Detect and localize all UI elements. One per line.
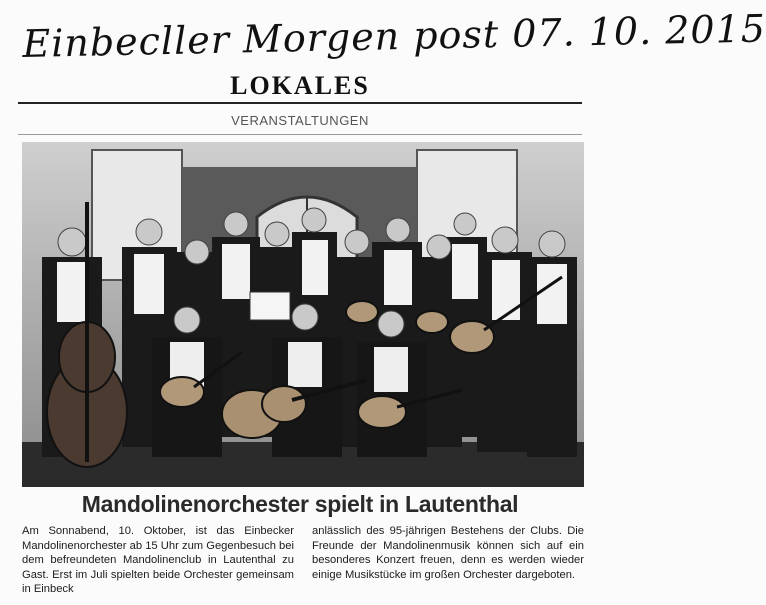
divider xyxy=(18,102,582,104)
photo-illustration xyxy=(22,142,584,487)
article-paragraph: Am Sonnabend, 10. Oktober, ist das Einbecker Mandolinenorchester ab 15 Uhr zum Gegenbesuch bei dem befreundeten Mandolinenclub in Lautenthal zu Gast. Erst im Juli spielten beide Orchester gemeinsam in Einbeck xyxy=(22,525,294,595)
article-column-1 xyxy=(22,524,294,597)
handwritten-note: Einbecller Morgen post 07. 10. 2015 xyxy=(22,6,766,66)
category-label: VERANSTALTUNGEN xyxy=(231,113,369,128)
divider-thin xyxy=(18,134,582,135)
group-photo xyxy=(22,142,584,487)
section-title: LOKALES xyxy=(230,71,370,100)
article-column-2 xyxy=(312,524,584,597)
article-headline: Mandolinenorchester spielt in Lautenthal xyxy=(81,491,519,517)
article-paragraph: anlässlich des 95-jährigen Bestehens der Clubs. Die Freunde der Mandolinenmusik können sich auf ein besonderes Konzert freuen, denn es werden wieder einige Musikstücke im großen Orchester dargeboten. xyxy=(312,525,584,581)
article-body xyxy=(22,524,584,597)
